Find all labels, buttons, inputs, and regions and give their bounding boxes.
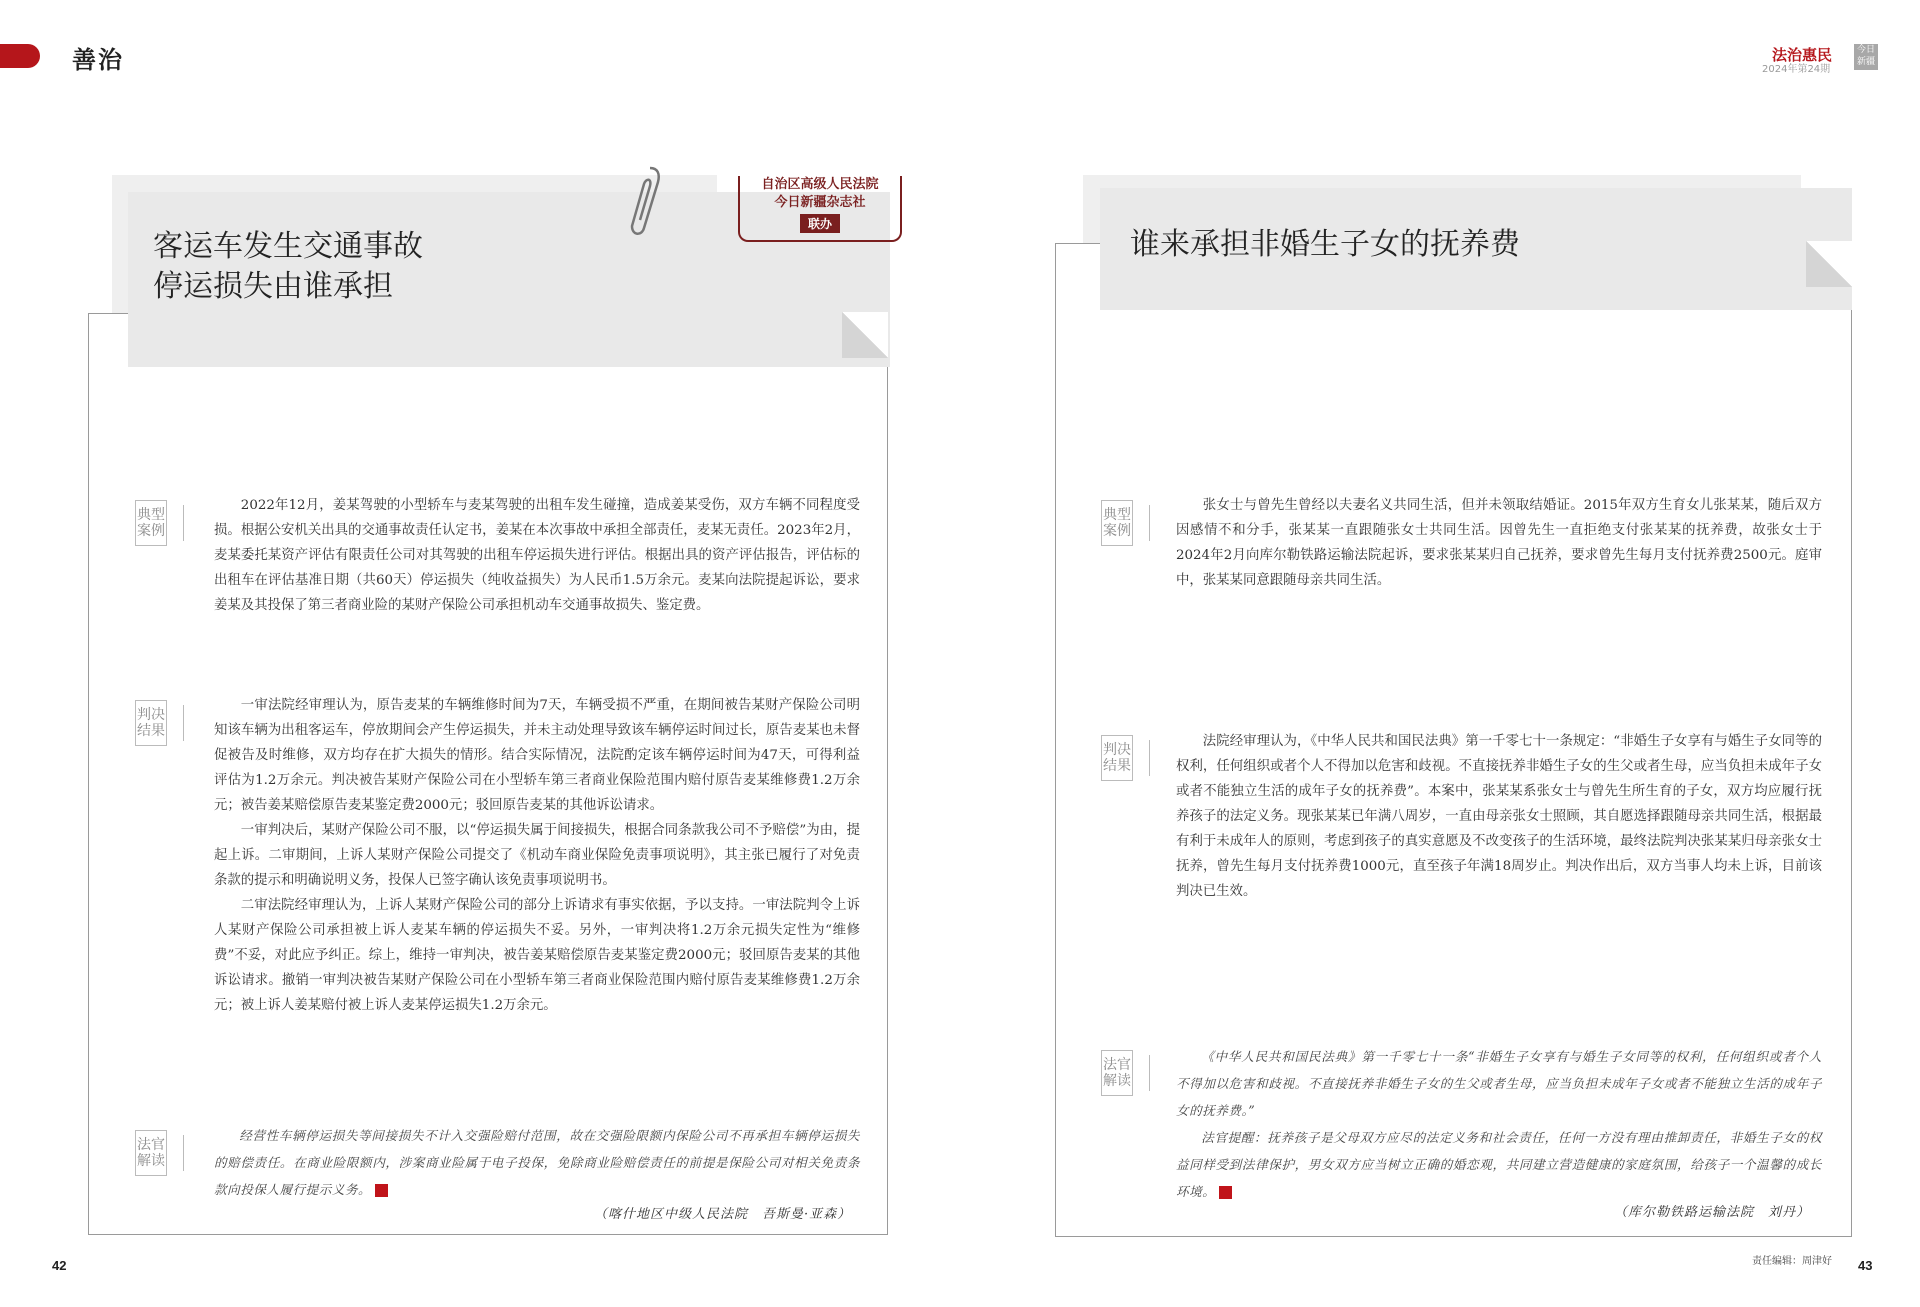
judgment-paragraph: 二审法院经审理认为，上诉人某财产保险公司的部分上诉请求有事实依据，予以支持。一审法院判令上诉人某财产保险公司承担被上诉人麦某车辆的停运损失不妥。另外，一审判决将1.2万余元损失定性为“维修费”不妥，对此应予纠正。综上，维持一审判决，被告姜某赔偿原告麦某鉴定费2000元；驳回原告麦某的其他诉讼请求。撤销一审判决被告某财产保险公司在小型轿车第三者商业保险范围内赔付原告麦某维修费1.2万余元；被上诉人姜某赔付被上诉人麦某停运损失1.2万余元。: [214, 898, 860, 1013]
label-judge-interpretation: 法官解读: [135, 1130, 167, 1176]
page-number-right: 43: [1858, 1258, 1873, 1273]
magazine-logo: 今日新疆: [1854, 44, 1878, 70]
label-judgment-result: 判决结果: [135, 700, 167, 746]
case-text: [214, 493, 860, 618]
judgment-paragraph: 法院经审理认为，《中华人民共和国民法典》第一千零七十一条规定：“非婚生子女享有与婚生子女同等的权利，任何组织或者个人不得加以危害和歧视。不直接抚养非婚生子女的生父或者生母，应当负担未成年子女或者不能独立生活的成年子女的抚养费”。本案中，张某某系张女士与曾先生所生育的子女，双方均应履行抚养孩子的法定义务。现张某某已年满八周岁，一直由母亲张女士照顾，其自愿选择跟随母亲共同生活，根据最有利于未成年人的原则，考虑到孩子的真实意愿及不改变孩子的生活环境，最终法院判决张某某归母亲张女士抚养，曾先生每月支付抚养费1000元，直至孩子年满18周岁止。判决作出后，双方当事人均未上诉，目前该判决已生效。: [1176, 734, 1822, 899]
label-judgment-result: 判决结果: [1101, 735, 1133, 781]
seal-line-2: 今日新疆杂志社: [774, 195, 866, 210]
interpretation-text: [214, 1122, 860, 1203]
title-line: 停运损失由谁承担: [153, 269, 393, 304]
case-paragraph: 张女士与曾先生曾经以夫妻名义共同生活，但并未领取结婚证。2015年双方生育女儿张某某，随后双方因感情不和分手，张某某一直跟随张女士共同生活。因曾先生一直拒绝支付张某某的抚养费，故张女士于2024年2月向库尔勒铁路运输法院起诉，要求张某某归自己抚养，要求曾先生每月支付抚养费2500元。庭审中，张某某同意跟随母亲共同生活。: [1176, 498, 1822, 588]
interpretation-paragraph: 法官提醒：抚养孩子是父母双方应尽的法定义务和社会责任，任何一方没有理由推卸责任，非婚生子女的权益同样受到法律保护，男女双方应当树立正确的婚恋观，共同建立营造健康的家庭氛围，给孩子一个温馨的成长环境。: [1176, 1130, 1822, 1199]
page-number-left: 42: [52, 1258, 67, 1273]
folded-corner: [842, 312, 888, 358]
label-judge-interpretation: 法官解读: [1101, 1050, 1133, 1096]
end-mark-icon: [1219, 1186, 1232, 1199]
seal-badge: 联办: [800, 214, 840, 233]
article-title: 谁来承担非婚生子女的抚养费: [1130, 227, 1520, 262]
article-title: [153, 227, 423, 307]
interpretation-paragraph: 《中华人民共和国民法典》第一千零七十一条“非婚生子女享有与婚生子女同等的权利，任何组织或者个人不得加以危害和歧视。不直接抚养非婚生子女的生父或者生母，应当负担未成年子女或者不能独立生活的成年子女的抚养费。”: [1176, 1049, 1822, 1118]
case-paragraph: 2022年12月，姜某驾驶的小型轿车与麦某驾驶的出租车发生碰撞，造成姜某受伤，双方车辆不同程度受损。根据公安机关出具的交通事故责任认定书，姜某在本次事故中承担全部责任，麦某无责任。2023年2月，麦某委托某资产评估有限责任公司对其驾驶的出租车停运损失进行评估。根据出具的资产评估报告，评估标的出租车在评估基准日期（共60天）停运损失（纯收益损失）为人民币1.5万余元。麦某向法院提起诉讼，要求姜某及其投保了第三者商业险的某财产保险公司承担机动车交通事故损失、鉴定费。: [214, 498, 860, 613]
label-typical-case: 典型案例: [1101, 500, 1133, 546]
case-text: [1176, 493, 1822, 593]
author-signature: （喀什地区中级人民法院 吾斯曼·亚森）: [594, 1207, 852, 1222]
paperclip-icon: [620, 162, 666, 242]
editor-credit: 责任编辑：周津好: [1752, 1256, 1832, 1267]
judgment-paragraph: 一审判决后，某财产保险公司不服，以“停运损失属于间接损失，根据合同条款我公司不予赔偿”为由，提起上诉。二审期间，上诉人某财产保险公司提交了《机动车商业保险免责事项说明》，其主张已履行了对免责条款的提示和明确说明义务，投保人已签字确认该免责事项说明书。: [214, 823, 860, 888]
section-title: 善治: [72, 45, 124, 74]
interpretation-text: [1176, 1043, 1822, 1205]
judgment-text: [214, 693, 860, 1018]
magazine-issue: 2024年第24期: [1762, 64, 1831, 75]
section-marker: [0, 44, 40, 68]
seal-line-1: 自治区高级人民法院: [761, 177, 879, 192]
interpretation-paragraph: 经营性车辆停运损失等间接损失不计入交强险赔付范围，故在交强险限额内保险公司不再承担车辆停运损失的赔偿责任。在商业险限额内，涉案商业险属于电子投保，免除商业险赔偿责任的前提是保险公司对相关免责条款向投保人履行提示义务。: [214, 1128, 860, 1197]
judgment-text: [1176, 729, 1822, 904]
title-line: 客运车发生交通事故: [153, 229, 423, 264]
author-signature: （库尔勒铁路运输法院 刘丹）: [1614, 1205, 1811, 1220]
organizer-seal: [738, 176, 902, 242]
end-mark-icon: [375, 1184, 388, 1197]
folded-corner: [1806, 241, 1852, 287]
judgment-paragraph: 一审法院经审理认为，原告麦某的车辆维修时间为7天，车辆受损不严重，在期间被告某财产保险公司明知该车辆为出租客运车，停放期间会产生停运损失，并未主动处理导致该车辆停运时间过长，原告麦某也未督促被告及时维修，双方均存在扩大损失的情形。结合实际情况，法院酌定该车辆停运时间为47天，可得利益评估为1.2万余元。判决被告某财产保险公司在小型轿车第三者商业保险范围内赔付原告麦某维修费1.2万余元；被告姜某赔偿原告麦某鉴定费2000元；驳回原告麦某的其他诉讼请求。: [214, 698, 860, 813]
magazine-name: 法治惠民: [1772, 46, 1833, 64]
label-typical-case: 典型案例: [135, 500, 167, 546]
